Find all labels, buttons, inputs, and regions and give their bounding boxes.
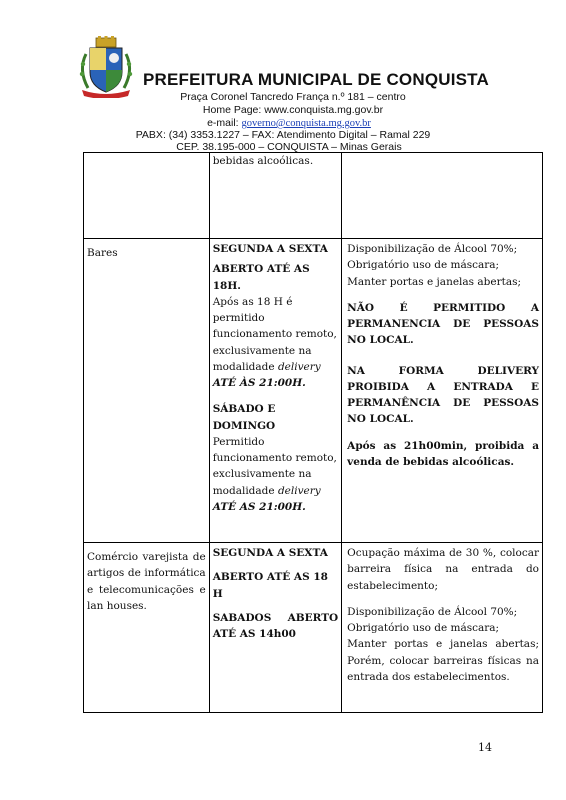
email-link[interactable]: governo@conquista.mg.gov.br [241,118,371,129]
table-row [84,153,543,239]
table-cell [209,543,341,713]
coat-of-arms-logo [76,36,136,98]
table-cell [342,153,543,239]
rule-paragraph: NA FORMA DELIVERY PROIBIDA A ENTRADA E PERMANÊNCIA DE PESSOAS NO LOCAL. [347,364,539,426]
rules-block [342,239,542,472]
schedule-text-part: Após as 18 H é permitido funcionamento remoto, exclusivamente na modalidade [212,295,337,373]
email-label: e-mail: [207,117,242,129]
letterhead [0,0,566,160]
table-cell [342,239,543,543]
schedule-block [210,239,341,517]
schedule-title: SEGUNDA A SEXTA [212,547,328,559]
rule-line: Disponibilização de Álcool 70%; [347,605,518,618]
continued-text: bebidas alcoólicas. [212,155,314,167]
rules-block [342,543,542,687]
schedule-open: ABERTO ATÉ AS 18 H [212,571,328,600]
schedule-title: SEGUNDA A SEXTA [212,243,328,255]
rule-line: Obrigatório uso de máscara; [347,259,500,272]
schedule-open: ABERTO ATÉ AS 18H. [212,263,310,292]
schedule-text-part: Permitido funcionamento remoto, exclusivamente na modalidade [212,435,337,497]
table-cell [84,543,210,713]
rule-line: Manter portas e janelas abertas; [347,275,522,288]
page-number: 14 [478,741,492,754]
rule-paragraph: Ocupação máxima de 30 %, colocar barreira física na entrada do estabelecimento; [347,547,539,592]
schedule-block [210,543,341,644]
homepage-line: Home Page: www.conquista.mg.gov.br [202,104,384,116]
rule-paragraph: Após as 21h00min, proibida a venda de bebidas alcoólicas. [347,439,539,468]
address-line: Praça Coronel Tancredo França n.º 181 – centro [180,91,406,103]
table-cell [84,239,210,543]
rule-paragraph: Manter portas e janelas abertas; Porém, colocar barreiras físicas na entrada dos estabelecimentos. [347,638,539,683]
rules-table [83,152,543,713]
table-cell [342,543,543,713]
cep-line: CEP. 38.195-000 – CONQUISTA – Minas Gerais [176,141,402,153]
phones-line: PABX: (34) 3353.1227 – FAX: Atendimento Digital – Ramal 229 [135,129,431,141]
delivery-word: delivery [277,484,321,497]
schedule-saturday: SABADOS ABERTO ATÉ AS 14h00 [212,611,339,641]
schedule-text [213,434,338,499]
org-title: PREFEITURA MUNICIPAL DE CONQUISTA [143,70,489,89]
schedule-title: SÁBADO E DOMINGO [212,403,276,432]
schedule-until: ATÉ AS 21:00H. [212,500,306,513]
schedule-until: ATÉ ÀS 21:00H. [212,377,306,390]
table-cell [209,153,341,239]
schedule-text [213,294,338,375]
rule-paragraph: NÃO É PERMITIDO A PERMANENCIA DE PESSOAS NO LOCAL. [347,301,539,347]
table-row [84,543,543,713]
table-row [84,239,543,543]
rule-line: Obrigatório uso de máscara; [347,622,500,635]
email-line [6,117,566,129]
rule-line: Disponibilização de Álcool 70%; [347,243,518,255]
category-label: Comércio varejista de artigos de informática e telecomunicações e lan houses. [87,551,206,612]
table-cell [209,239,341,543]
delivery-word: delivery [277,360,321,373]
category-label: Bares [87,247,118,259]
table-cell [84,153,210,239]
